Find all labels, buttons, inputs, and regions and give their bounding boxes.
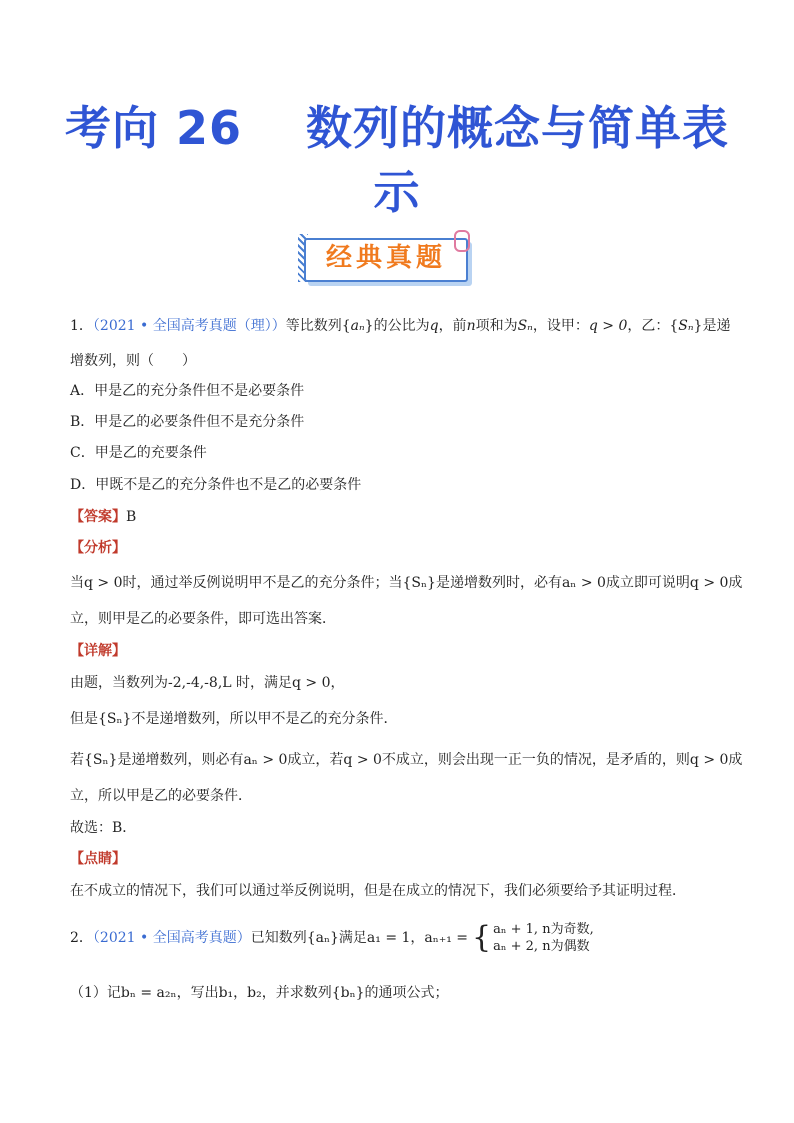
q1-source: （2021 • 全国高考真题（理））	[92, 318, 286, 334]
math-condition: q > 0	[588, 318, 628, 334]
q1-stem-text: 项和为	[475, 318, 518, 334]
math-a-n: aₙ	[350, 318, 365, 334]
title-line-1: 考向 26 数列的概念与简单表	[64, 101, 730, 155]
q1-option-c: C．甲是乙的充要条件	[70, 445, 207, 461]
detail-line-5: 故选：B．	[70, 820, 137, 836]
q2-stem	[70, 920, 594, 956]
answer-label: 【答案】	[70, 509, 126, 525]
page-title	[60, 96, 734, 224]
q1-stem-line-1	[70, 316, 730, 336]
analysis-line-2: 立，则甲是乙的必要条件，即可选出答案．	[70, 611, 336, 627]
detail-line-4: 立，所以甲是乙的必要条件．	[70, 788, 252, 804]
case-2: aₙ + 2, n为偶数	[493, 939, 590, 954]
piecewise-cases	[493, 921, 594, 955]
brace-icon: {	[472, 920, 492, 955]
q2-stem-text: 已知数列{aₙ}满足a₁ = 1，aₙ₊₁ =	[250, 930, 469, 946]
math-q: q	[429, 318, 439, 334]
q1-option-b: B．甲是乙的必要条件但不是充分条件	[70, 414, 305, 430]
q1-stem-text: ，设甲：	[532, 318, 589, 334]
comment-text: 在不成立的情况下，我们可以通过举反例说明，但是在成立的情况下，我们必须要给予其证明过程．	[70, 883, 686, 899]
math-s-n: Sₙ	[517, 318, 533, 334]
q2-part-1: （1）记bₙ = a₂ₙ，写出b₁，b₂，并求数列{bₙ}的通项公式；	[70, 985, 449, 1001]
q1-number: 1．	[70, 318, 93, 334]
q2-number: 2．	[70, 930, 93, 946]
answer-value: B	[126, 509, 137, 525]
q1-stem-text: ，乙：{	[627, 318, 679, 334]
section-banner	[298, 230, 474, 284]
q1-stem-text: }是递	[693, 318, 731, 334]
math-s-n: Sₙ	[678, 318, 694, 334]
detail-line-1: 由题，当数列为-2,-4,-8,L 时，满足q > 0，	[70, 675, 345, 691]
banner-label: 经典真题	[325, 243, 446, 273]
analysis-label: 【分析】	[70, 540, 126, 556]
math-n: n	[466, 318, 476, 334]
detail-line-3: 若{Sₙ}是递增数列，则必有aₙ > 0成立，若q > 0不成立，则会出现一正一负的情况，是矛盾的，则q > 0成	[70, 752, 743, 768]
q1-option-d: D．甲既不是乙的充分条件也不是乙的必要条件	[70, 477, 362, 493]
detail-label: 【详解】	[70, 643, 126, 659]
q1-stem-text: ，前	[438, 318, 467, 334]
paperclip-icon	[454, 230, 470, 252]
q1-stem-line-2: 增数列，则（ ）	[70, 353, 196, 369]
q1-option-a: A．甲是乙的充分条件但不是必要条件	[70, 383, 305, 399]
comment-label: 【点睛】	[70, 851, 126, 867]
title-line-2: 示	[373, 165, 421, 219]
q1-stem-text: 等比数列{	[285, 318, 351, 334]
case-1: aₙ + 1, n为奇数,	[493, 922, 594, 937]
q1-stem-text: }的公比为	[364, 318, 430, 334]
detail-line-2: 但是{Sₙ}不是递增数列，所以甲不是乙的充分条件．	[70, 711, 398, 727]
q1-answer	[70, 507, 136, 527]
analysis-line-1: 当q > 0时，通过举反例说明甲不是乙的充分条件；当{Sₙ}是递增数列时，必有aₙ > 0成立即可说明q > 0成	[70, 575, 743, 591]
q2-source: （2021 • 全国高考真题）	[92, 930, 251, 946]
